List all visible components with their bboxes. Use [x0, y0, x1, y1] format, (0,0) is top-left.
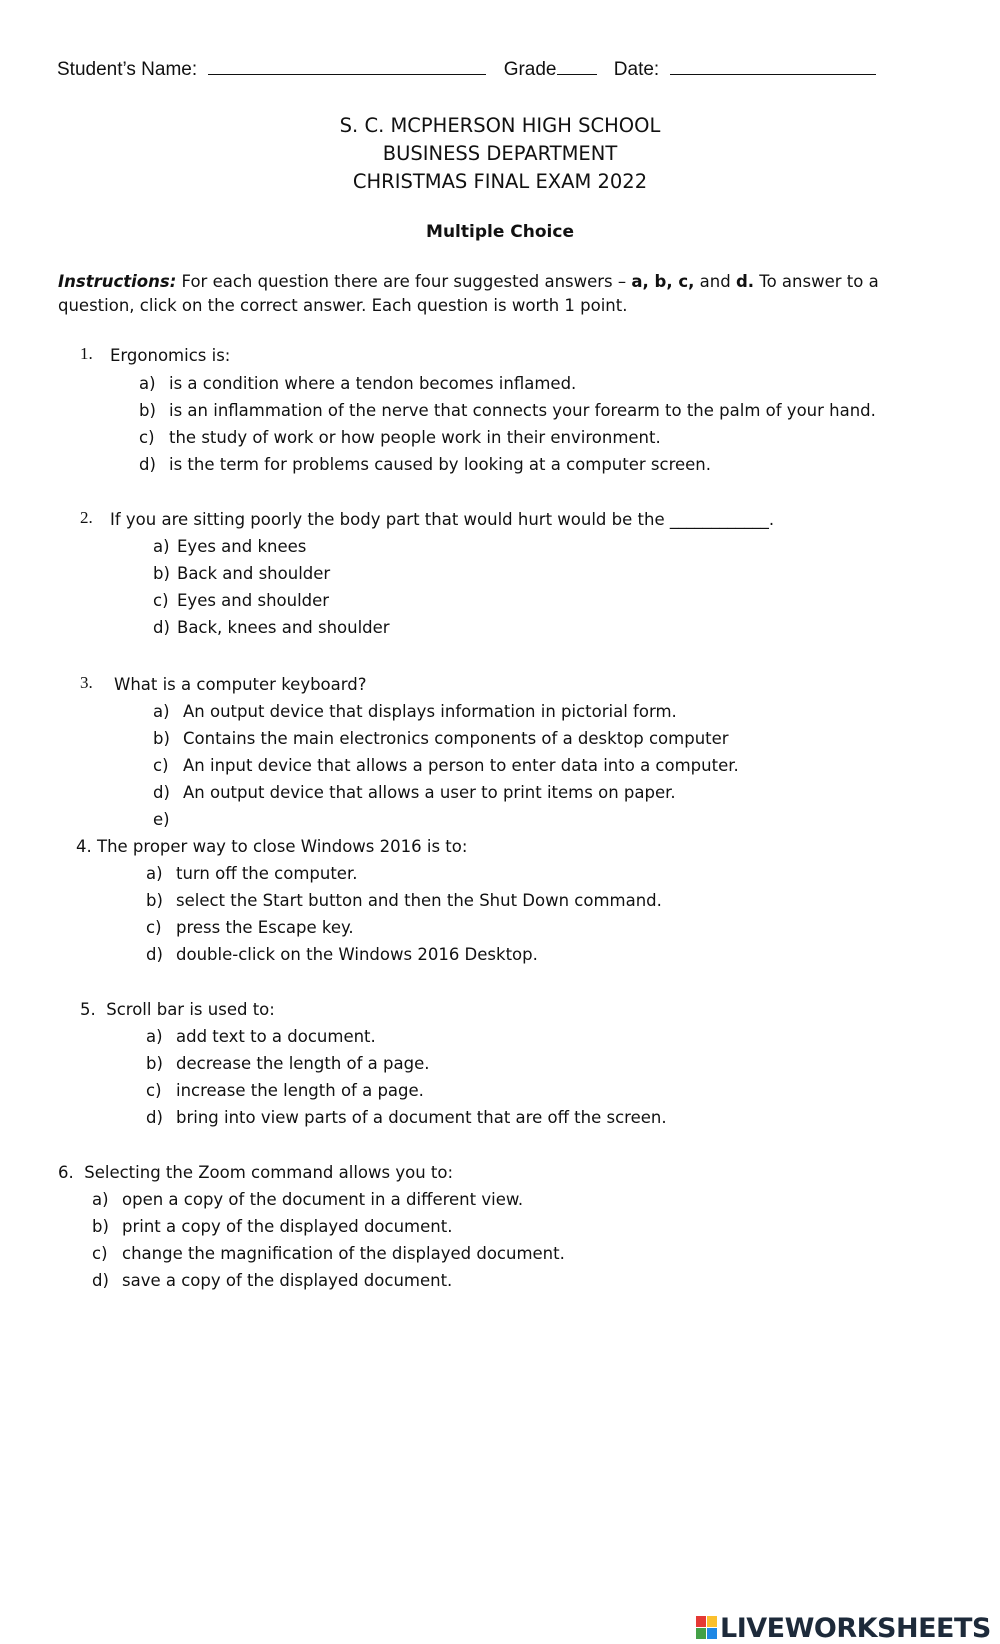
option-letter: d): [146, 945, 163, 964]
liveworksheets-logo: [696, 1612, 996, 1642]
answer-option[interactable]: [146, 945, 538, 964]
option-text: turn off the computer.: [176, 864, 358, 883]
answer-option[interactable]: [92, 1217, 452, 1236]
option-letter: d): [153, 618, 170, 637]
answer-option[interactable]: [146, 891, 662, 910]
option-text: is an inflammation of the nerve that connects your forearm to the palm of your hand.: [169, 401, 876, 420]
brand-name: LIVEWORKSHEETS: [720, 1613, 991, 1644]
exam-title-block: [0, 112, 1000, 196]
option-letter: a): [139, 374, 156, 393]
answer-option[interactable]: [139, 374, 576, 393]
option-text: An input device that allows a person to enter data into a computer.: [183, 756, 739, 775]
option-letter: a): [92, 1190, 109, 1209]
logo-square-icon: [696, 1616, 706, 1627]
option-letter: e): [153, 810, 170, 829]
liveworksheets-grid-icon: [696, 1616, 718, 1640]
option-text: double-click on the Windows 2016 Desktop.: [176, 945, 538, 964]
option-text: Back and shoulder: [177, 564, 331, 583]
option-letter: a): [146, 864, 163, 883]
question-text: What is a computer keyboard?: [114, 675, 367, 694]
option-letter: b): [92, 1217, 109, 1236]
question-number: 6.: [58, 1163, 74, 1182]
answer-option[interactable]: [92, 1190, 523, 1209]
logo-square-icon: [696, 1628, 706, 1639]
answer-option[interactable]: [153, 702, 677, 721]
option-text: select the Start button and then the Shut Down command.: [176, 891, 662, 910]
answer-option[interactable]: [146, 1027, 376, 1046]
option-text: save a copy of the displayed document.: [122, 1271, 453, 1290]
instructions: [58, 270, 938, 318]
answer-option[interactable]: [153, 537, 306, 556]
question-text: Selecting the Zoom command allows you to:: [84, 1163, 454, 1182]
option-text: is the term for problems caused by looking at a computer screen.: [169, 455, 712, 474]
exam-name: CHRISTMAS FINAL EXAM 2022: [352, 170, 648, 193]
option-letter: c): [92, 1244, 108, 1263]
section-title: Multiple Choice: [426, 222, 574, 242]
question-number: 2.: [80, 508, 93, 527]
question-number: 3.: [80, 673, 93, 692]
option-text: An output device that allows a user to print items on paper.: [183, 783, 676, 802]
answer-option[interactable]: [153, 783, 676, 802]
question-number: 5.: [80, 1000, 96, 1019]
date-blank: [670, 56, 876, 75]
answer-option[interactable]: [146, 1054, 430, 1073]
question-text: If you are sitting poorly the body part that would hurt would be the ____________.: [110, 510, 775, 529]
option-letter: a): [146, 1027, 163, 1046]
answer-option[interactable]: [139, 455, 711, 474]
option-text: Back, knees and shoulder: [177, 618, 390, 637]
answer-option[interactable]: [146, 864, 357, 883]
department-name: BUSINESS DEPARTMENT: [382, 142, 618, 165]
question-line: [80, 1000, 275, 1019]
option-text: Eyes and knees: [177, 537, 307, 556]
option-text: add text to a document.: [176, 1027, 376, 1046]
answer-option[interactable]: [146, 1081, 424, 1100]
option-letter: a): [153, 702, 170, 721]
option-letter: d): [92, 1271, 109, 1290]
student-name-blank: [208, 56, 486, 75]
option-letter: c): [146, 1081, 162, 1100]
option-text: bring into view parts of a document that are off the screen.: [176, 1108, 667, 1127]
answer-option[interactable]: [153, 591, 329, 610]
option-letter: b): [153, 564, 170, 583]
option-letter: c): [146, 918, 162, 937]
answer-option[interactable]: [153, 729, 729, 748]
option-letter: d): [153, 783, 170, 802]
option-text: An output device that displays information in pictorial form.: [183, 702, 677, 721]
question-line: [58, 1163, 453, 1182]
option-letter: a): [153, 537, 170, 556]
option-text: open a copy of the document in a different view.: [122, 1190, 524, 1209]
option-text: decrease the length of a page.: [176, 1054, 430, 1073]
option-letter: c): [153, 591, 169, 610]
question-line: [76, 837, 467, 856]
instructions-text: and: [694, 272, 736, 291]
question-text: Ergonomics is:: [110, 346, 231, 365]
option-text: Eyes and shoulder: [177, 591, 330, 610]
instructions-letters: a, b, c,: [631, 272, 695, 291]
option-letter: d): [139, 455, 156, 474]
answer-option[interactable]: [153, 618, 390, 637]
answer-option[interactable]: [153, 564, 330, 583]
option-letter: c): [153, 756, 169, 775]
option-text: press the Escape key.: [176, 918, 354, 937]
option-text: is a condition where a tendon becomes inflamed.: [169, 374, 577, 393]
date-label: Date:: [613, 59, 660, 80]
question-number: 1.: [80, 344, 93, 363]
instructions-letter-d: d.: [735, 272, 755, 291]
student-info-line: [57, 56, 876, 81]
option-letter: c): [139, 428, 155, 447]
answer-option[interactable]: [153, 756, 739, 775]
answer-option[interactable]: [146, 1108, 667, 1127]
grade-label: Grade: [503, 59, 557, 80]
answer-option[interactable]: [92, 1244, 565, 1263]
grade-blank: [557, 56, 597, 75]
option-letter: b): [146, 1054, 163, 1073]
option-letter: b): [139, 401, 156, 420]
question-text: Scroll bar is used to:: [106, 1000, 275, 1019]
option-text: change the magnification of the displayed document.: [122, 1244, 565, 1263]
option-letter: b): [153, 729, 170, 748]
option-letter: b): [146, 891, 163, 910]
question-text: The proper way to close Windows 2016 is to:: [97, 837, 468, 856]
school-name: S. C. MCPHERSON HIGH SCHOOL: [339, 114, 661, 137]
option-text: the study of work or how people work in their environment.: [169, 428, 661, 447]
option-text: Contains the main electronics components of a desktop computer: [183, 729, 729, 748]
answer-option[interactable]: [92, 1271, 452, 1290]
answer-option[interactable]: [146, 918, 354, 937]
option-text: print a copy of the displayed document.: [122, 1217, 453, 1236]
question-number: 4.: [76, 837, 92, 856]
logo-square-icon: [707, 1628, 717, 1639]
student-name-label: Student’s Name:: [57, 59, 198, 80]
instructions-label: Instructions:: [58, 272, 177, 291]
answer-option[interactable]: [139, 401, 876, 420]
answer-option[interactable]: [139, 428, 661, 447]
instructions-text: To answer to a question, click on the correct answer. Each question is worth 1 point.: [58, 272, 879, 315]
instructions-text: For each question there are four suggested answers –: [176, 272, 632, 291]
answer-option[interactable]: [153, 810, 183, 829]
option-text: increase the length of a page.: [176, 1081, 424, 1100]
option-letter: d): [146, 1108, 163, 1127]
logo-square-icon: [707, 1616, 717, 1627]
